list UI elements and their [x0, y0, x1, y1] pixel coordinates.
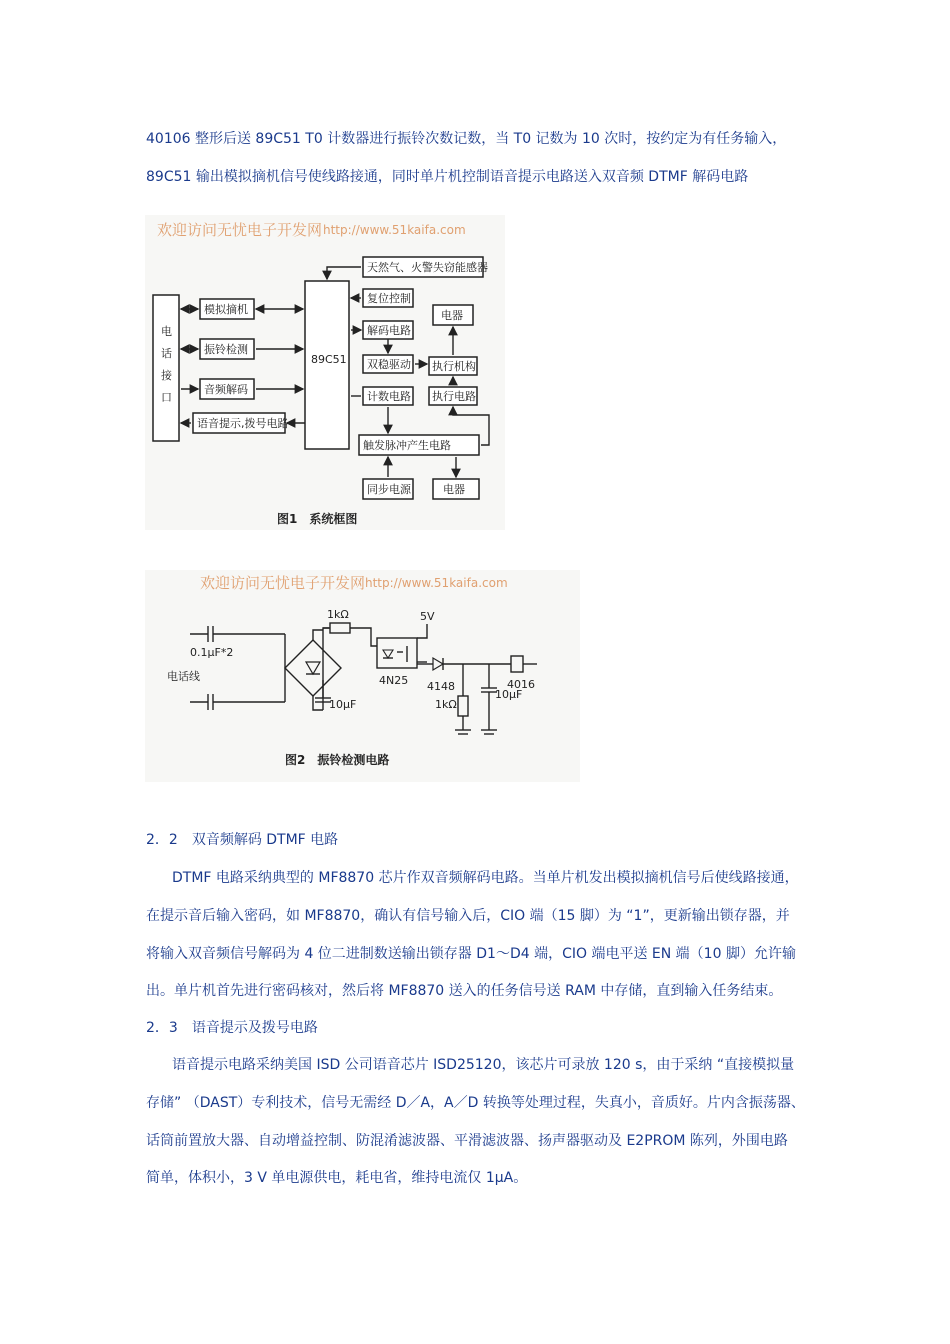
label-reset: 复位控制: [367, 292, 411, 305]
label-mcu: 89C51: [311, 353, 347, 366]
phone-interface-char: 接: [161, 369, 172, 382]
watermark-url: http://www.51kaifa.com: [365, 576, 508, 590]
watermark-text: 欢迎访问无忧电子开发网: [157, 221, 323, 239]
label-chip: 4016: [507, 678, 535, 691]
label-analog-offhook: 模拟摘机: [204, 303, 248, 316]
label-sensor: 天然气、火警失窃能感器: [367, 261, 488, 274]
label-cap-10u-right: 10μF: [495, 688, 523, 701]
label-ring-detect: 振铃检测: [204, 343, 248, 356]
optocoupler-4n25: [377, 638, 417, 668]
paragraph-line: 89C51 输出模拟摘机信号使线路接通，同时单片机控制语音提示电路送入双音频 DTMF 解码电路: [146, 169, 749, 185]
chip-4016: [511, 656, 523, 672]
resistor-1k-bottom: [458, 696, 468, 716]
label-trigger: 触发脉冲产生电路: [363, 439, 451, 452]
label-exec-circuit: 执行电路: [432, 390, 476, 403]
label-appliance-top: 电器: [441, 309, 463, 322]
label-voltage: 5V: [420, 610, 435, 623]
phone-interface-char: 口: [161, 391, 172, 404]
paragraph-line: 出。单片机首先进行密码核对，然后将 MF8870 送入的任务信号送 RAM 中存储，直到输入任务结束。: [146, 983, 783, 999]
label-audio-decode: 音频解码: [204, 383, 248, 396]
paragraph-line: 语音提示电路采纳美国 ISD 公司语音芯片 ISD25120，该芯片可录放 120 s，由于采纳 “直接模拟量: [172, 1057, 795, 1073]
label-decoder: 解码电路: [367, 324, 411, 337]
paragraph-line: DTMF 电路采纳典型的 MF8870 芯片作双音频解码电路。当单片机发出模拟摘机信号后使线路接通，: [172, 870, 799, 886]
paragraph-line: 在提示音后输入密码，如 MF8870，确认有信号输入后，CIO 端（15 脚）为 “1”，更新输出锁存器，并: [146, 908, 790, 924]
label-counter: 计数电路: [367, 390, 411, 403]
label-optocoupler: 4N25: [379, 674, 409, 687]
label-resistor-1k-bottom: 1kΩ: [435, 698, 457, 711]
label-voice-dial: 语音提示,拨号电路: [197, 417, 289, 430]
paragraph-line: 简单，体积小，3 V 单电源供电，耗电省，维持电流仅 1μA。: [146, 1170, 528, 1186]
label-actuator: 执行机构: [432, 360, 476, 373]
phone-interface-char: 话: [161, 347, 172, 360]
paragraph-line: 存储” （DAST）专利技术，信号无需经 D／A，A／D 转换等处理过程，失真小，音质好。片内含振荡器、: [146, 1095, 805, 1111]
label-sync-power: 同步电源: [367, 483, 411, 496]
section-heading: 2．2 双音频解码 DTMF 电路: [146, 832, 339, 848]
paragraph-line: 将输入双音频信号解码为 4 位二进制数送输出锁存器 D1～D4 端，CIO 端电平送 EN 端（10 脚）允许输: [146, 946, 796, 962]
bridge-rectifier: [285, 640, 341, 696]
label-cap-10u-left: 10μF: [329, 698, 357, 711]
label-diode: 4148: [427, 680, 455, 693]
section-heading: 2．3 语音提示及拨号电路: [146, 1020, 318, 1036]
watermark-text: 欢迎访问无忧电子开发网: [200, 574, 366, 592]
label-appliance-bottom: 电器: [443, 483, 465, 496]
watermark-url: http://www.51kaifa.com: [323, 223, 466, 237]
figure-system-block-diagram: [145, 215, 505, 530]
label-resistor-1k-top: 1kΩ: [327, 608, 349, 621]
label-phone-line: 电话线: [167, 670, 200, 683]
figure-caption: 图2 振铃检测电路: [285, 753, 390, 767]
figure-ring-detect-circuit: [145, 570, 580, 782]
label-capacitor-in: 0.1μF*2: [190, 646, 234, 659]
paragraph-line: 40106 整形后送 89C51 T0 计数器进行振铃次数记数，当 T0 记数为 10 次时，按约定为有任务输入，: [146, 131, 787, 147]
phone-interface-char: 电: [161, 325, 172, 338]
resistor-1k-top: [330, 623, 350, 633]
label-bistable: 双稳驱动: [367, 358, 411, 371]
figure-caption: 图1 系统框图: [277, 512, 358, 526]
block-phone-interface: [153, 295, 179, 441]
paragraph-line: 话筒前置放大器、自动增益控制、防混淆滤波器、平滑滤波器、扬声器驱动及 E2PROM 陈列，外围电路: [146, 1133, 788, 1149]
diode-4148: [433, 658, 443, 670]
